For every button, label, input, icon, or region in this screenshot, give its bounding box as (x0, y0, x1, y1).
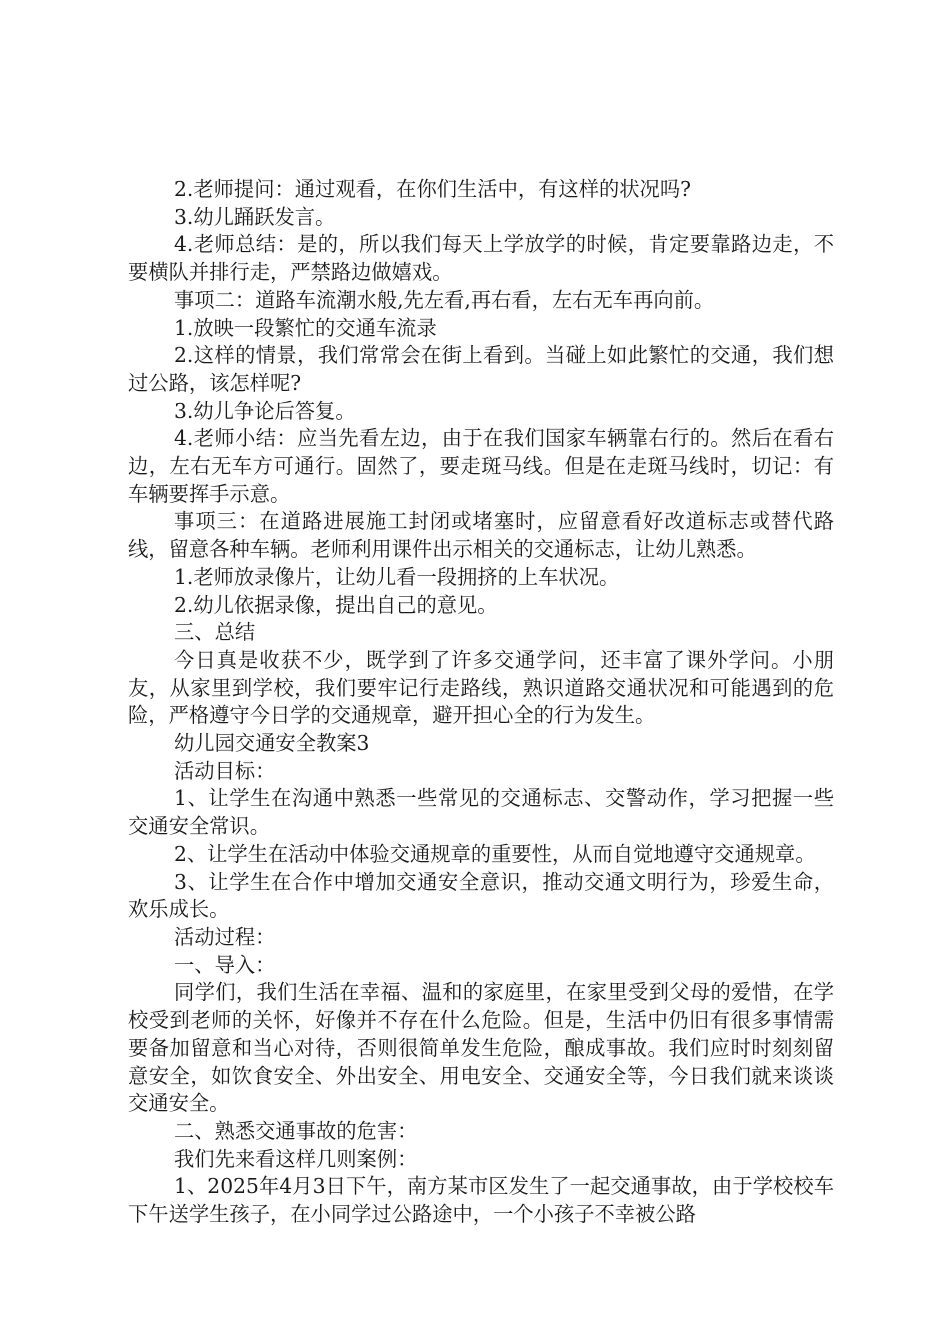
paragraph: 1、2025年4月3日下午，南方某市区发生了一起交通事故，由于学校校车下午送学生孩子，在小同学过公路途中，一个小孩子不幸被公路 (128, 1174, 834, 1227)
paragraph: 2.老师提问：通过观看，在你们生活中，有这样的状况吗? (174, 177, 691, 201)
paragraph: 今日真是收获不少，既学到了许多交通学问，还丰富了课外学问。小朋友，从家里到学校，我们要牢记行走路线，熟识道路交通状况和可能遇到的危险，严格遵守今日学的交通规章，避开担心全的行为发生。 (128, 647, 834, 728)
section-heading: 活动过程： (174, 924, 276, 949)
paragraph: 2.这样的情景，我们常常会在街上看到。当碰上如此繁忙的交通，我们想过公路，该怎样呢? (128, 343, 834, 395)
paragraph: 事项二：道路车流潮水般,先左看,再右看，左右无车再向前。 (174, 287, 715, 312)
paragraph: 3、让学生在合作中增加交通安全意识，推动交通文明行为，珍爱生命，欢乐成长。 (128, 869, 834, 922)
paragraph: 1.老师放录像片，让幼儿看一段拥挤的上车状况。 (174, 564, 620, 589)
paragraph: 我们先来看这样几则案例： (174, 1146, 418, 1171)
section-heading: 活动目标： (174, 758, 276, 783)
paragraph: 4.老师小结：应当先看左边，由于在我们国家车辆靠右行的。然后在看右边，左右无车方可通行。固然了，要走斑马线。但是在走斑马线时，切记：有车辆要挥手示意。 (128, 426, 834, 506)
section-heading: 三、总结 (174, 620, 256, 645)
paragraph: 3.幼儿踊跃发言。 (174, 204, 336, 229)
paragraph: 2.幼儿依据录像，提出自己的意见。 (174, 592, 498, 617)
section-heading: 一、导入： (174, 952, 276, 977)
paragraph: 2、让学生在活动中体验交通规章的重要性，从而自觉地遵守交通规章。 (174, 841, 816, 866)
paragraph: 3.幼儿争论后答复。 (174, 398, 356, 423)
paragraph: 1、让学生在沟通中熟悉一些常见的交通标志、交警动作，学习把握一些交通安全常识。 (128, 786, 834, 839)
document-page (128, 176, 834, 1229)
section-heading: 二、熟悉交通事故的危害： (174, 1118, 418, 1143)
section-heading: 幼儿园交通安全教案3 (174, 731, 370, 756)
paragraph: 同学们，我们生活在幸福、温和的家庭里，在家里受到父母的爱惜，在学校受到老师的关怀，好像并不存在什么危险。但是，生活中仍旧有很多事情需要备加留意和当心对待，否则很简单发生危险，酿成事故。我们应时时刻刻留意安全，如饮食安全、外出安全、用电安全、交通安全等，今日我们就来谈谈交通安全。 (128, 980, 834, 1116)
paragraph: 事项三：在道路进展施工封闭或堵塞时，应留意看好改道标志或替代路线，留意各种车辆。老师利用课件出示相关的交通标志，让幼儿熟悉。 (128, 509, 834, 562)
paragraph: 4.老师总结：是的，所以我们每天上学放学的时候，肯定要靠路边走，不要横队并排行走，严禁路边做嬉戏。 (128, 232, 834, 285)
paragraph: 1.放映一段繁忙的交通车流录 (174, 315, 437, 340)
